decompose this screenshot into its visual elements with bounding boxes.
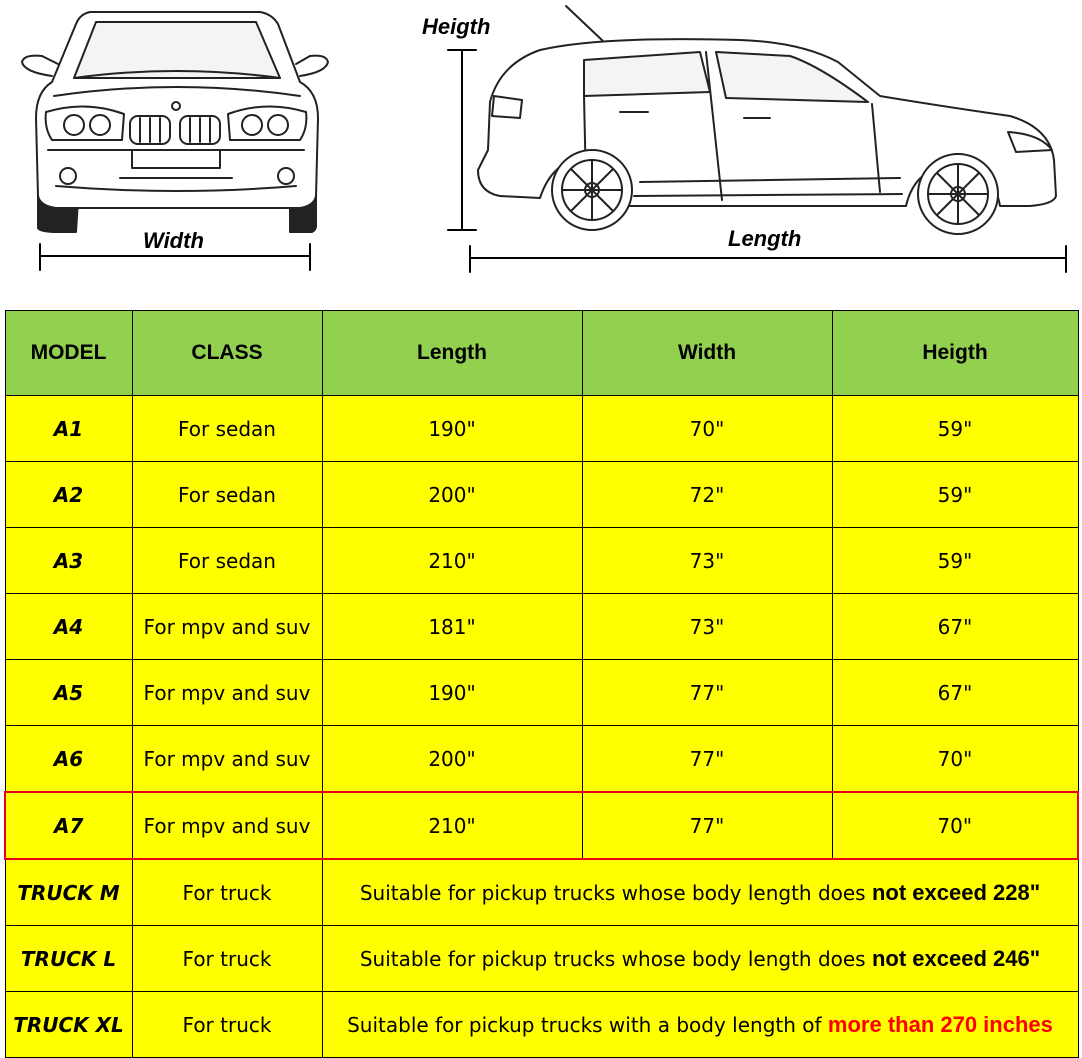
width-label: Width [143, 228, 204, 253]
length-cell: 190" [322, 396, 582, 462]
length-cell: 210" [322, 528, 582, 594]
length-cell: 200" [322, 462, 582, 528]
table-row [5, 660, 1078, 726]
width-cell: 77" [582, 792, 832, 859]
height-cell: 67" [832, 594, 1078, 660]
size-chart-table [4, 310, 1079, 1058]
length-cell: 181" [322, 594, 582, 660]
table-row-highlighted [5, 792, 1078, 859]
width-cell: 73" [582, 594, 832, 660]
car-side-view [478, 6, 1056, 234]
truck-note-cell [322, 992, 1078, 1058]
table-header-row [5, 311, 1078, 396]
length-cell: 200" [322, 726, 582, 793]
width-cell: 72" [582, 462, 832, 528]
table-row [5, 528, 1078, 594]
car-dimension-diagram [0, 0, 1082, 300]
width-cell: 77" [582, 660, 832, 726]
truck-note-text: Suitable for pickup trucks whose body length does [359, 880, 872, 905]
header-class: CLASS [132, 311, 322, 396]
width-cell: 77" [582, 726, 832, 793]
table-row [5, 594, 1078, 660]
truck-note-cell [322, 859, 1078, 926]
length-cell: 190" [322, 660, 582, 726]
class-cell: For mpv and suv [132, 594, 322, 660]
truck-note-limit: not exceed 228" [871, 879, 1041, 905]
truck-note-text: Suitable for pickup trucks with a body length of [347, 1012, 828, 1037]
class-cell: For mpv and suv [132, 726, 322, 793]
class-cell: For truck [132, 992, 322, 1058]
model-cell: TRUCK M [5, 859, 132, 926]
length-label: Length [728, 226, 802, 251]
model-cell: A3 [5, 528, 132, 594]
model-cell: A5 [5, 660, 132, 726]
class-cell: For mpv and suv [132, 660, 322, 726]
class-cell: For sedan [132, 528, 322, 594]
truck-note-cell [322, 926, 1078, 992]
class-cell: For mpv and suv [132, 792, 322, 859]
truck-note-text: Suitable for pickup trucks whose body length does [359, 946, 872, 971]
car-front-view [22, 12, 328, 232]
truck-note-limit: not exceed 246" [871, 945, 1041, 971]
width-cell: 73" [582, 528, 832, 594]
class-cell: For sedan [132, 396, 322, 462]
model-cell: A2 [5, 462, 132, 528]
table-row [5, 462, 1078, 528]
height-cell: 70" [832, 726, 1078, 793]
height-cell: 67" [832, 660, 1078, 726]
width-cell: 70" [582, 396, 832, 462]
length-cell: 210" [322, 792, 582, 859]
table-row [5, 726, 1078, 793]
model-cell: A1 [5, 396, 132, 462]
truck-row [5, 926, 1078, 992]
model-cell: A6 [5, 726, 132, 793]
truck-row [5, 992, 1078, 1058]
class-cell: For sedan [132, 462, 322, 528]
truck-note-limit: more than 270 inches [827, 1011, 1053, 1037]
height-cell: 70" [832, 792, 1078, 859]
header-height: Heigth [832, 311, 1078, 396]
table-row [5, 396, 1078, 462]
car-illustrations [0, 0, 1082, 300]
truck-row [5, 859, 1078, 926]
model-cell: TRUCK XL [5, 992, 132, 1058]
header-width: Width [582, 311, 832, 396]
class-cell: For truck [132, 926, 322, 992]
header-length: Length [322, 311, 582, 396]
class-cell: For truck [132, 859, 322, 926]
height-cell: 59" [832, 396, 1078, 462]
height-cell: 59" [832, 462, 1078, 528]
header-model: MODEL [5, 311, 132, 396]
height-cell: 59" [832, 528, 1078, 594]
height-label: Heigth [422, 14, 491, 39]
model-cell: TRUCK L [5, 926, 132, 992]
model-cell: A7 [5, 792, 132, 859]
model-cell: A4 [5, 594, 132, 660]
